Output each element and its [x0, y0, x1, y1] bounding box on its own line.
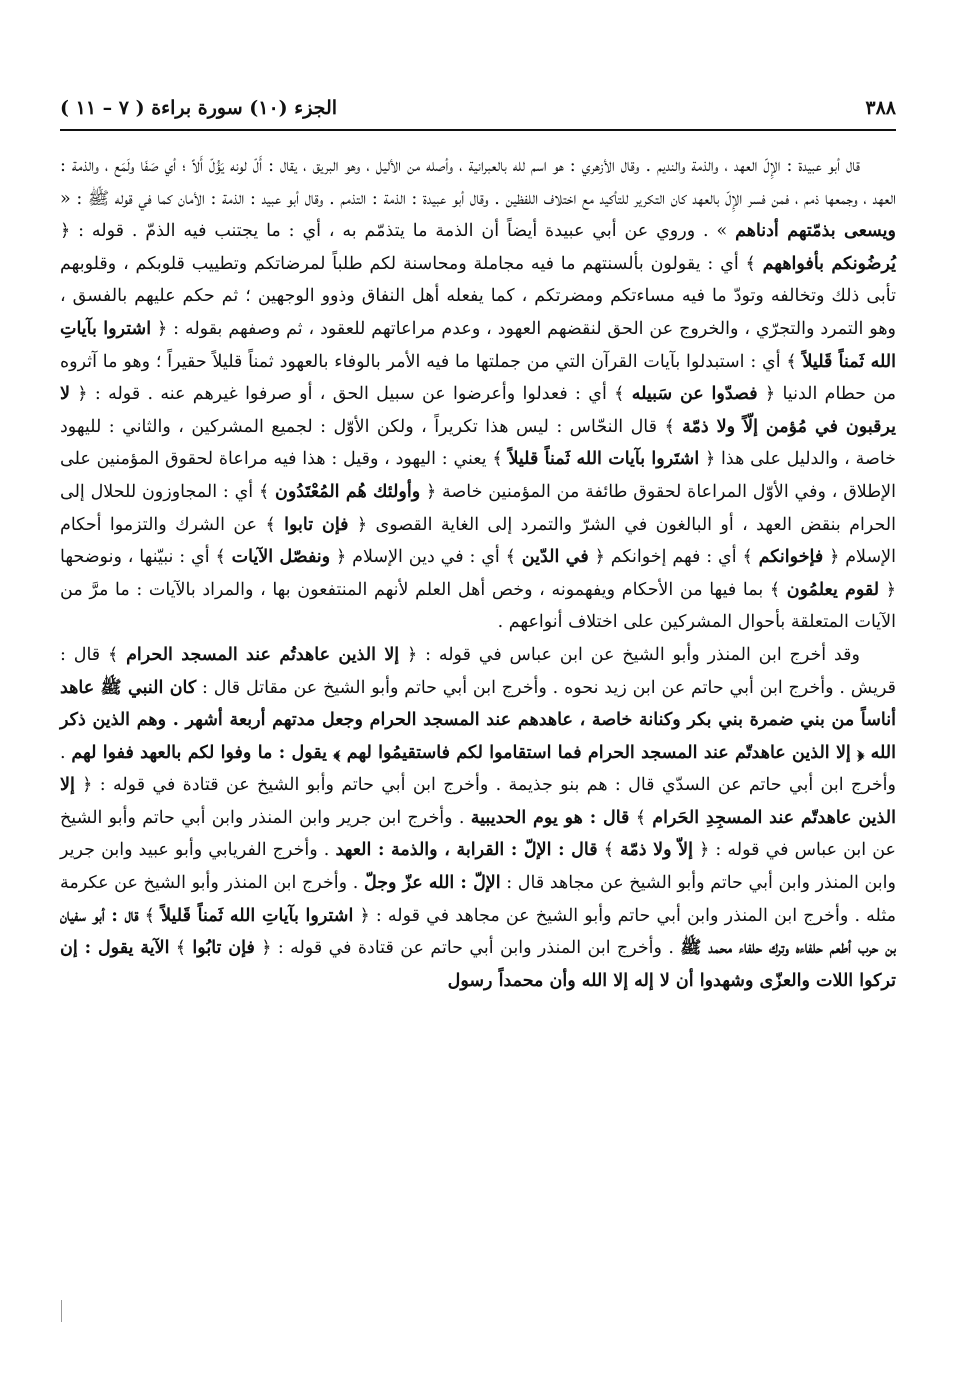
quoted-text-run: لا يرقبون في مُؤمن إلّاً ولا ذمّة — [60, 384, 896, 437]
quoted-text-run: كان النبي ﷺ عاهد أناساً من بني ضمرة بني بكر وكنانة خاصة ، عاهدهم عند المسجد الحرام وجعل مدتهم أربعة أشهر . وهم الذين ذكر الله ﴿ إلا الذين عاهدتّم عند المسجد الحرام فما استقاموا لكم فاستقيمُوا لهم ﴾ يقول : ما وفوا لكم بالعهد ففوا لهم — [60, 677, 896, 763]
text-run: ﴾ — [597, 840, 620, 861]
quoted-text-run: فصدّوا عن سَبيله — [631, 384, 758, 405]
quoted-text-run: فإن تابُوا — [192, 938, 255, 959]
text-run: ﴾ قال النحّاس : ليس هذا تكريراً ، ولكن الأوّل : لجميع المشركين ، والثاني : لليهود خاصة ، والدليل على هذا ﴿ — [60, 416, 896, 470]
text-run: ﴾ أي : فهم إخوانكم ﴿ — [588, 547, 759, 568]
quoted-text-run: اشتروا بآياتِ الله ثَمناً قَليلاً — [161, 905, 354, 926]
text-run: ﴾ أي : استبدلوا بآيات القرآن التي من جملتها ما فيه الأمر بالوفاء بالعهود ثمناً قليلاً حقيراً ؛ وهو ما آثروه من حطام الدنيا ﴿ — [60, 351, 896, 405]
quoted-text-run: قال : الإلّ : القرابة ، والذمة : العهد — [335, 840, 598, 861]
text-run: ﴾ — [169, 938, 193, 959]
text-run: ﴾ أي : يقولون بألسنتهم ما فيه مجاملة ومحاسنة لكم طلباً لمرضاتكم وتطييب قلوبكم ، وقلوبهم تأبى ذلك وتخالفه وتودّ ما فيه مساءتكم ومضرتكم ، كما يفعله أهل النفاق وذوو الوجهين ؛ ثم حكم عليهم بالفسق ، وهو التمرد والتجرّي ، والخروج عن الحق لنقضهم العهود ، وعدم مراعاتهم للعقود ، ثم وصفهم بقوله : ﴿ — [60, 253, 897, 339]
text-run: ﴾ أي : المجاوزون للحلال إلى الحرام بنقض العهد ، أو البالغون في الشرّ والتمرد إلى الغاية القصوى ﴿ — [60, 481, 897, 535]
text-run: ﴾ — [138, 905, 162, 926]
quoted-text-run: وأولئك هُم المُعْتَدُون — [275, 481, 421, 502]
text-run: . وأخرج ابن أبي حاتم عن السدّي قال : هم بنو جذيمة . وأخرج ابن أبي حاتم وأبو الشيخ عن قتادة في قوله : ﴿ — [60, 742, 896, 796]
quoted-text-run: إلا الذين عاهدتّم عند المسجِدِ الحَرام — [60, 775, 896, 828]
text-run: قال أبو عبيدة : الإِلّ العهد ، والذمة والنديم . وقال الأزهري : هو اسم لله بالعبرانية ، وأصله من الأليل ، وهو البريق ، يقال : أَلّ لونه يَؤُلّ أَلاً ؛ أي صَفَا ولَمَع ، والذمة : العهد ، وجمعها ذمم ، فمن فسر الإِلّ بالعهد كان التكرير للتأكيد مع اختلاف اللفظين . وقال أبو عبيدة : الذمة : التذمم . وقال أبو عبيد : الذمة : الأمان كما في قوله ﷺ : « — [60, 156, 896, 209]
text-run: . وأخرج ابن المنذر وابن أبي حاتم عن قتادة في قوله : ﴿ — [254, 938, 681, 959]
text-run: » . وروي عن أبي عبيدة أيضاً أن الذمة ما يتذمّم به ، أي : ما يجتنب فيه الذمّ . قوله : ﴿ — [60, 221, 736, 242]
page-number: ٣٨٨ — [865, 97, 896, 119]
text-run: . وأخرج ابن جرير وابن المنذر وابن أبي حاتم وأبو الشيخ عن ابن عباس في قوله : ﴿ — [60, 807, 896, 861]
quoted-text-run: يُرضُونكم بأفواههم — [762, 253, 896, 274]
quoted-text-run: الآية يقول : إن تركوا اللات والعزّى وشهدوا أن لا إله إلا الله وأن محمداً رسول — [60, 938, 896, 991]
quoted-text-run: في الدّين — [521, 547, 589, 568]
quoted-text-run: اشتَروا بآيات الله ثَمناً قليلاً — [508, 449, 700, 470]
text-run: ﴾ بما فيها من الأحكام ويفهمونه ، وخص أهل العلم لأنهم المنتفعون بها ، والمراد بالآيات : ما مرَّ من الآيات المتعلقة بأحوال المشركين على اختلاف أنواعهم . — [60, 579, 896, 633]
text-run: ﴾ عن الشرك والتزموا أحكام الإسلام ﴿ — [60, 514, 897, 568]
text-run: ﴾ أي : نبيّنها ، ونوضحها ﴿ — [60, 547, 896, 600]
text-run: ﴾ قال : قريش . وأخرج ابن أبي حاتم عن ابن زيد نحوه . وأخرج ابن أبي حاتم وأبو الشيخ عن مقاتل قال : — [60, 644, 896, 698]
text-run: ﴾ يعني : اليهود ، وقيل : هذا فيه مراعاة لحقوق المؤمنين على الإطلاق ، وفي الأوّل المراعاة لحقوق طائفة من المؤمنين خاصة ﴿ — [60, 449, 896, 502]
page-header — [60, 91, 896, 125]
running-title: الجزء (١٠) سورة براءة ( ٧ – ١١ ) — [60, 97, 338, 119]
quoted-text-run: لقوم يعلمُون — [786, 579, 880, 600]
narrations-paragraph — [60, 639, 896, 998]
commentary-paragraph — [60, 150, 896, 639]
header-rule — [60, 129, 896, 131]
quoted-text-run: قال : أبو سفيان بن حرب أطعم حلفاءه وترك حلفاء محمد ﷺ — [60, 905, 896, 959]
quoted-text-run: الإلّ : الله عزّ وجلّ — [363, 873, 501, 894]
quoted-text-run: ويسعى بذمّتهم أدناهم — [735, 221, 896, 242]
quoted-text-run: فإخوانكم — [758, 547, 824, 568]
text-run: ﴾ أي : فعدلوا وأعرضوا عن سبيل الحق ، أو صرفوا غيرهم عنه . قوله : ﴿ — [69, 384, 632, 405]
margin-mark — [61, 1300, 62, 1322]
quoted-text-run: اشتروا بآياتِ الله ثَمناً قَليلاً — [60, 318, 896, 372]
text-run: ﴾ أي : في دين الإسلام ﴿ — [330, 547, 522, 568]
text-run: وقد أخرج ابن المنذر وأبو الشيخ عن ابن عباس في قوله : ﴿ — [399, 644, 860, 665]
quoted-text-run: فإن تابوا — [284, 514, 349, 535]
text-run: ﴾ — [629, 807, 653, 828]
text-run: . وأخرج ابن المنذر وأبو الشيخ عن عكرمة مثله . وأخرج ابن المنذر وابن أبي حاتم وأبو الشيخ عن مجاهد في قوله : ﴿ — [60, 873, 896, 926]
quoted-text-run: قال : هو يوم الحديبية — [470, 807, 630, 828]
quoted-text-run: إلا الذين عاهدتُم عند المسجد الحرام — [126, 644, 400, 665]
quoted-text-run: إلاّ ولا ذمّة — [619, 840, 694, 861]
body-text — [60, 150, 896, 997]
text-run: . وأخرج الفريابي وأبو عبيد وابن جرير وابن المنذر وابن أبي حاتم وأبو الشيخ عن مجاهد قال : — [60, 840, 896, 894]
quoted-text-run: ونفصّل الآيات — [231, 547, 331, 568]
